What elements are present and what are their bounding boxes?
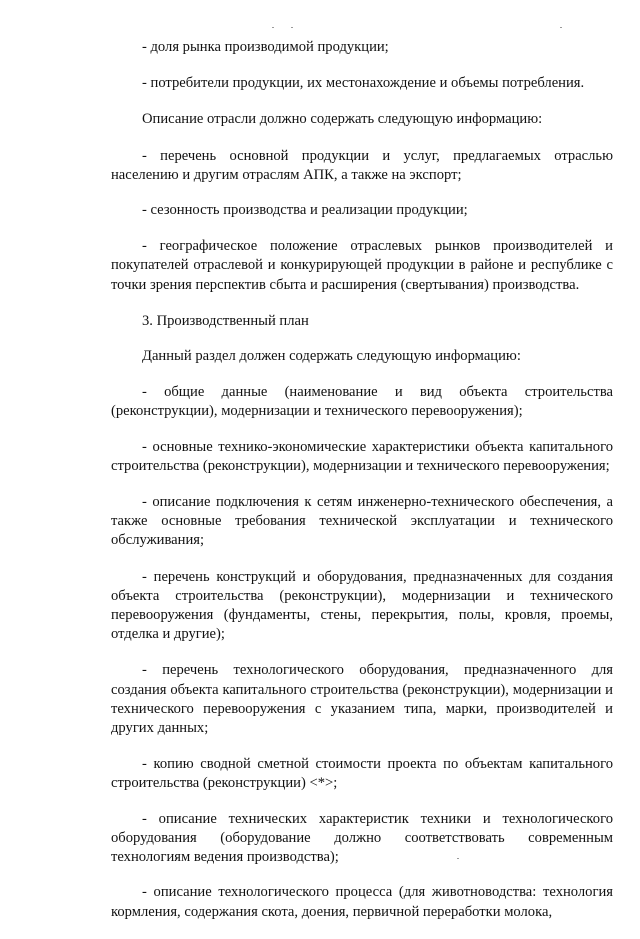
paragraph-section-requirements: Данный раздел должен содержать следующую информацию: bbox=[142, 348, 521, 365]
list-item-equipment: - перечень технологического оборудования, предназначенного для создания объекта капитального строительства (реконструкции), модернизации и технического перевооружения с указанием типа, марки, производителей и других данных; bbox=[111, 662, 613, 737]
list-item-seasonality: - сезонность производства и реализации продукции; bbox=[142, 202, 468, 219]
list-item-networks: - описание подключения к сетям инженерно-технического обеспечения, а также основные требования технической эксплуатации и технического обслуживания; bbox=[111, 494, 613, 549]
list-item-tech-process: - описание технологического процесса (для животноводства: технология кормления, содержания скота, доения, первичной переработки молока, bbox=[111, 884, 613, 920]
list-item-estimate: - копию сводной сметной стоимости проекта по объектам капитального строительства (реконструкции) <*>; bbox=[111, 756, 613, 792]
list-item-general-data: - общие данные (наименование и вид объекта строительства (реконструкции), модернизации и технического перевооружения); bbox=[111, 384, 613, 420]
list-item-constructions: - перечень конструкций и оборудования, предназначенных для создания объекта строительства (реконструкции), модернизации и технического перевооружения (фундаменты, стены, перекрытия, полы, кровля, проемы, отделка и другие); bbox=[111, 568, 613, 643]
paragraph-industry-description: Описание отрасли должно содержать следующую информацию: bbox=[142, 111, 543, 128]
section-heading-production-plan: 3. Производственный план bbox=[142, 312, 309, 329]
scan-artifact bbox=[272, 27, 274, 28]
scan-artifact bbox=[560, 27, 562, 28]
list-item-consumers: - потребители продукции, их местонахождение и объемы потребления. bbox=[142, 75, 585, 92]
list-item-market-share: - доля рынка производимой продукции; bbox=[142, 39, 389, 55]
list-item-geography: - географическое положение отраслевых рынков производителей и покупателей отраслевой и конкурирующей продукции в районе и республике с точки зрения перспектив сбыта и расширения (свертывания) производства. bbox=[111, 238, 613, 293]
list-item-products-list: - перечень основной продукции и услуг, предлагаемых отраслью населению и другим отраслям АПК, а также на экспорт; bbox=[111, 147, 613, 183]
scan-artifact bbox=[291, 27, 293, 28]
document-page bbox=[111, 38, 613, 939]
list-item-tech-characteristics: - описание технических характеристик техники и технологического оборудования (оборудование должно соответствовать современным технологиям ведения производства); bbox=[111, 810, 613, 866]
list-item-tech-economic: - основные технико-экономические характеристики объекта капитального строительства (реконструкции), модернизации и технического перевооружения; bbox=[111, 438, 613, 474]
